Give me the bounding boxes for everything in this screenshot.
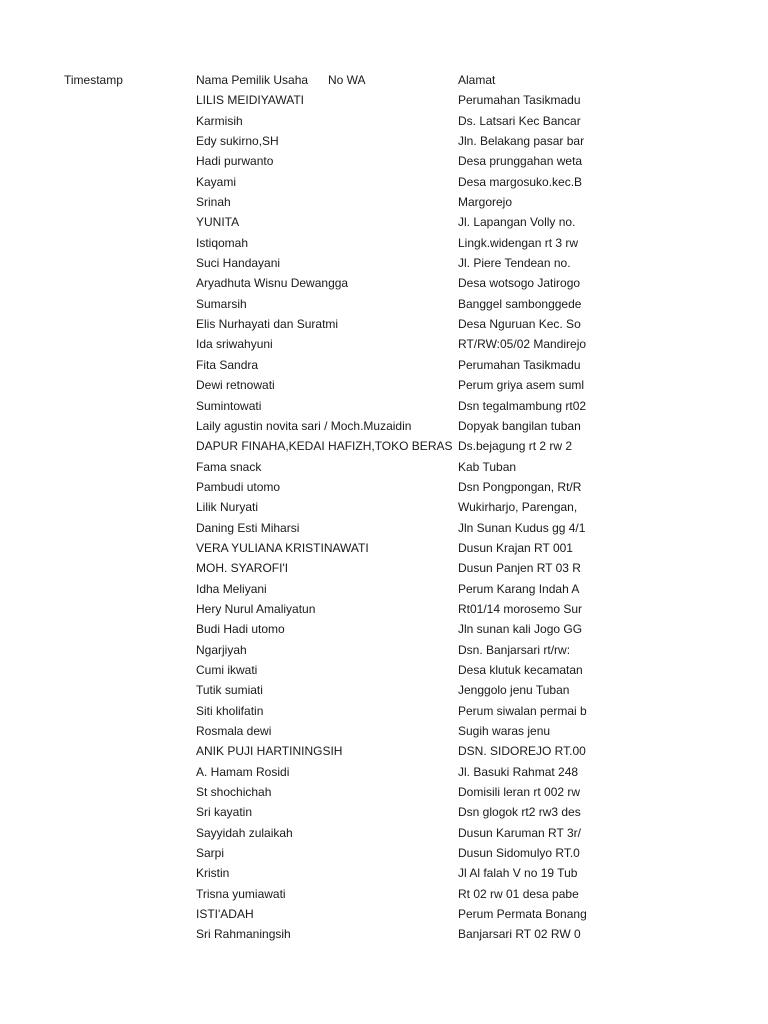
owner-name-cell[interactable]: VERA YULIANA KRISTINAWATI bbox=[196, 540, 369, 555]
owner-name-cell[interactable]: Hadi purwanto bbox=[196, 154, 274, 169]
address-cell[interactable]: Dsn tegalmambung rt02 bbox=[458, 398, 589, 414]
address-cell[interactable]: Margorejo bbox=[458, 194, 589, 210]
owner-name-cell[interactable]: Tutik sumiati bbox=[196, 683, 263, 698]
owner-name-cell[interactable]: Pambudi utomo bbox=[196, 479, 281, 494]
owner-name-cell[interactable]: Sri kayatin bbox=[196, 805, 253, 820]
owner-name-cell[interactable]: Idha Meliyani bbox=[196, 581, 267, 596]
owner-name-cell[interactable]: Lilik Nuryati bbox=[196, 500, 259, 515]
owner-name-cell[interactable]: Elis Nurhayati dan Suratmi bbox=[196, 317, 339, 332]
owner-name-cell[interactable]: Cumi ikwati bbox=[196, 662, 258, 677]
table-row bbox=[0, 762, 768, 782]
owner-name-cell[interactable]: Sayyidah zulaikah bbox=[196, 825, 293, 840]
table-row bbox=[0, 741, 768, 761]
owner-name-cell[interactable]: ANIK PUJI HARTININGSIH bbox=[196, 744, 343, 759]
address-cell[interactable]: Dsn. Banjarsari rt/rw: bbox=[458, 642, 589, 658]
owner-name-cell[interactable]: Daning Esti Miharsi bbox=[196, 520, 300, 535]
address-cell[interactable]: Perum Karang Indah A bbox=[458, 581, 589, 597]
address-cell[interactable]: Desa prunggahan weta bbox=[458, 153, 589, 169]
address-cell[interactable]: Banggel sambonggede bbox=[458, 296, 589, 312]
address-cell[interactable]: Dsn glogok rt2 rw3 des bbox=[458, 804, 589, 820]
address-cell[interactable]: RT/RW:05/02 Mandirejo bbox=[458, 336, 589, 352]
header-owner-name[interactable]: Nama Pemilik Usaha bbox=[196, 73, 309, 87]
table-row bbox=[0, 477, 768, 497]
owner-name-cell[interactable]: Suci Handayani bbox=[196, 256, 281, 271]
table-row bbox=[0, 680, 768, 700]
table-row bbox=[0, 782, 768, 802]
table-row bbox=[0, 558, 768, 578]
table-row bbox=[0, 172, 768, 192]
table-row bbox=[0, 701, 768, 721]
table-row bbox=[0, 619, 768, 639]
header-no-wa[interactable]: No WA bbox=[328, 73, 366, 87]
owner-name-cell[interactable]: Aryadhuta Wisnu Dewangga bbox=[196, 276, 349, 291]
address-cell[interactable]: Dusun Panjen RT 03 R bbox=[458, 560, 589, 576]
address-cell[interactable]: Wukirharjo, Parengan, bbox=[458, 499, 589, 515]
address-cell[interactable]: Perum Permata Bonang bbox=[458, 906, 589, 922]
address-cell[interactable]: Desa Nguruan Kec. So bbox=[458, 316, 589, 332]
table-row bbox=[0, 355, 768, 375]
owner-name-cell[interactable]: Ngarjiyah bbox=[196, 642, 247, 657]
header-address[interactable]: Alamat bbox=[458, 73, 496, 87]
owner-name-cell[interactable]: DAPUR FINAHA,KEDAI HAFIZH,TOKO BERAS bbox=[196, 439, 453, 454]
table-row bbox=[0, 151, 768, 171]
table-row bbox=[0, 660, 768, 680]
address-cell[interactable]: Perum griya asem suml bbox=[458, 377, 589, 393]
owner-name-cell[interactable]: Fita Sandra bbox=[196, 357, 259, 372]
address-cell[interactable]: Lingk.widengan rt 3 rw bbox=[458, 235, 589, 251]
address-cell[interactable]: Jl. Basuki Rahmat 248 bbox=[458, 764, 589, 780]
address-cell[interactable]: Ds. Latsari Kec Bancar bbox=[458, 113, 589, 129]
address-cell[interactable]: Ds.bejagung rt 2 rw 2 bbox=[458, 438, 589, 454]
owner-name-cell[interactable]: Kayami bbox=[196, 174, 237, 189]
spreadsheet bbox=[0, 70, 768, 945]
address-cell[interactable]: Perumahan Tasikmadu bbox=[458, 92, 589, 108]
table-row bbox=[0, 294, 768, 314]
table-row bbox=[0, 924, 768, 944]
table-row bbox=[0, 538, 768, 558]
table-row bbox=[0, 396, 768, 416]
address-cell[interactable]: Desa margosuko.kec.B bbox=[458, 174, 589, 190]
owner-name-cell[interactable]: Budi Hadi utomo bbox=[196, 622, 285, 637]
address-cell[interactable]: Desa wotsogo Jatirogo bbox=[458, 275, 589, 291]
table-row bbox=[0, 823, 768, 843]
owner-name-cell[interactable]: A. Hamam Rosidi bbox=[196, 764, 290, 779]
table-row bbox=[0, 497, 768, 517]
address-cell[interactable]: Jl. Lapangan Volly no. bbox=[458, 214, 589, 230]
address-cell[interactable]: DSN. SIDOREJO RT.00 bbox=[458, 743, 589, 759]
address-cell[interactable]: Perumahan Tasikmadu bbox=[458, 357, 589, 373]
address-cell[interactable]: Dusun Karuman RT 3r/ bbox=[458, 825, 589, 841]
owner-name-cell[interactable]: Dewi retnowati bbox=[196, 378, 275, 393]
address-cell[interactable]: Perum siwalan permai b bbox=[458, 703, 589, 719]
table-row bbox=[0, 416, 768, 436]
data-rows bbox=[0, 90, 768, 944]
table-row bbox=[0, 884, 768, 904]
table-row bbox=[0, 273, 768, 293]
owner-name-cell[interactable]: Siti kholifatin bbox=[196, 703, 264, 718]
owner-name-cell[interactable]: Rosmala dewi bbox=[196, 724, 272, 738]
table-row bbox=[0, 802, 768, 822]
table-row bbox=[0, 721, 768, 741]
table-row bbox=[0, 314, 768, 334]
owner-name-cell[interactable]: Hery Nurul Amaliyatun bbox=[196, 601, 316, 616]
owner-name-cell[interactable]: Srinah bbox=[196, 195, 231, 210]
owner-name-cell[interactable]: LILIS MEIDIYAWATI bbox=[196, 93, 305, 108]
table-row bbox=[0, 253, 768, 273]
owner-name-cell[interactable]: Sumarsih bbox=[196, 296, 247, 311]
table-row bbox=[0, 640, 768, 660]
table-row bbox=[0, 579, 768, 599]
owner-name-cell[interactable]: Karmisih bbox=[196, 113, 243, 128]
address-cell[interactable]: Jln sunan kali Jogo GG bbox=[458, 621, 589, 637]
address-cell[interactable]: Jl. Piere Tendean no. bbox=[458, 255, 589, 271]
address-cell[interactable]: Dusun Sidomulyo RT.0 bbox=[458, 845, 589, 861]
header-timestamp[interactable]: Timestamp bbox=[64, 73, 123, 87]
owner-name-cell[interactable]: Sumintowati bbox=[196, 398, 262, 413]
table-row bbox=[0, 436, 768, 456]
owner-name-cell[interactable]: MOH. SYAROFI'I bbox=[196, 561, 289, 576]
owner-name-cell[interactable]: Laily agustin novita sari / Moch.Muzaidin bbox=[196, 418, 412, 433]
table-row bbox=[0, 843, 768, 863]
owner-name-cell[interactable]: Fama snack bbox=[196, 459, 262, 474]
address-cell[interactable]: Rt 02 rw 01 desa pabe bbox=[458, 886, 589, 902]
owner-name-cell[interactable]: Edy sukirno,SH bbox=[196, 134, 279, 149]
table-row bbox=[0, 599, 768, 619]
address-cell[interactable]: Jenggolo jenu Tuban bbox=[458, 682, 589, 698]
address-cell[interactable]: Banjarsari RT 02 RW 0 bbox=[458, 926, 589, 942]
owner-name-cell[interactable]: Kristin bbox=[196, 866, 230, 881]
owner-name-cell[interactable]: St shochichah bbox=[196, 785, 272, 800]
owner-name-cell[interactable]: ISTI'ADAH bbox=[196, 907, 254, 922]
address-cell[interactable]: Domisili leran rt 002 rw bbox=[458, 784, 589, 800]
address-cell[interactable]: Sugih waras jenu bbox=[458, 723, 589, 739]
address-cell[interactable]: Desa klutuk kecamatan bbox=[458, 662, 589, 678]
owner-name-cell[interactable]: Sarpi bbox=[196, 846, 225, 861]
owner-name-cell[interactable]: YUNITA bbox=[196, 215, 240, 230]
table-row bbox=[0, 131, 768, 151]
address-cell[interactable]: Rt01/14 morosemo Sur bbox=[458, 601, 589, 617]
address-cell[interactable]: Kab Tuban bbox=[458, 459, 589, 475]
owner-name-cell[interactable]: Istiqomah bbox=[196, 235, 249, 250]
table-row bbox=[0, 457, 768, 477]
address-cell[interactable]: Dopyak bangilan tuban bbox=[458, 418, 589, 434]
table-row bbox=[0, 212, 768, 232]
table-row bbox=[0, 375, 768, 395]
owner-name-cell[interactable]: Ida sriwahyuni bbox=[196, 337, 273, 352]
table-row bbox=[0, 90, 768, 110]
address-cell[interactable]: Dsn Pongpongan, Rt/R bbox=[458, 479, 589, 495]
table-row bbox=[0, 863, 768, 883]
owner-name-cell[interactable]: Trisna yumiawati bbox=[196, 886, 286, 901]
header-row bbox=[0, 70, 768, 90]
table-row bbox=[0, 233, 768, 253]
table-row bbox=[0, 192, 768, 212]
address-cell[interactable]: Dusun Krajan RT 001 bbox=[458, 540, 589, 556]
address-cell[interactable]: Jln Sunan Kudus gg 4/1 bbox=[458, 520, 589, 536]
table-row bbox=[0, 518, 768, 538]
owner-name-cell[interactable]: Sri Rahmaningsih bbox=[196, 927, 291, 942]
address-cell[interactable]: Jln. Belakang pasar bar bbox=[458, 133, 589, 149]
address-cell[interactable]: Jl Al falah V no 19 Tub bbox=[458, 865, 589, 881]
table-row bbox=[0, 904, 768, 924]
table-row bbox=[0, 111, 768, 131]
table-row bbox=[0, 334, 768, 354]
